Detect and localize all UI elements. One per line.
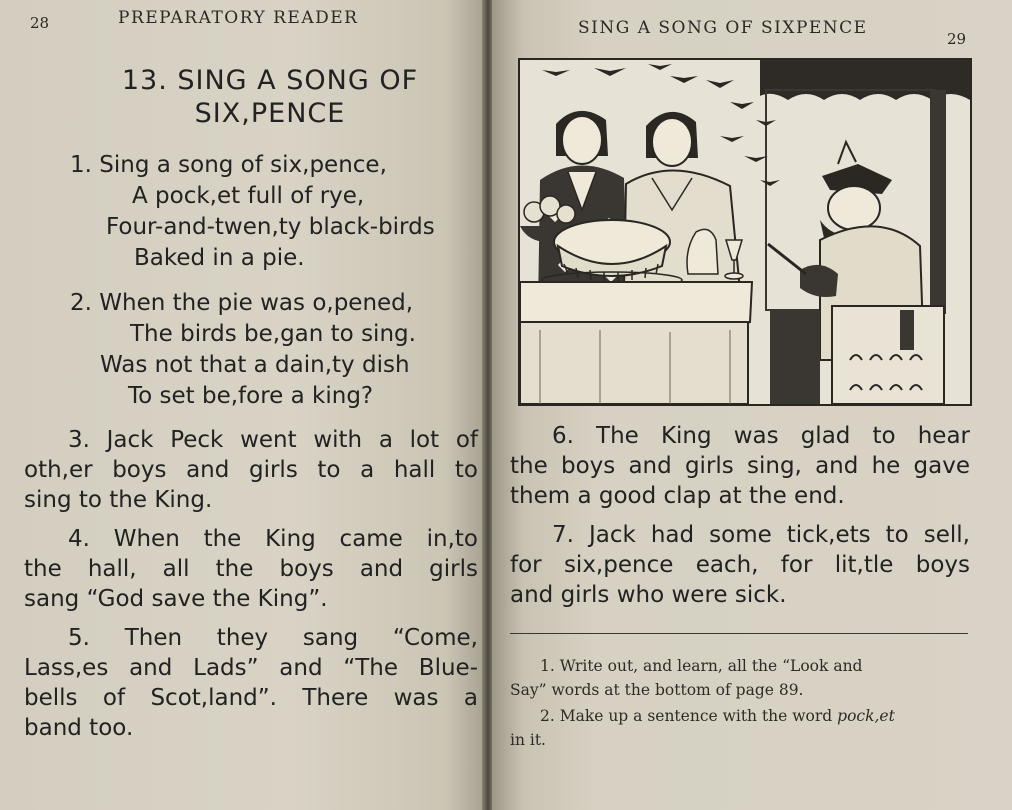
verse-line: Four-and-twen,ty black-birds bbox=[106, 214, 435, 240]
paragraph-line: 3. Jack Peck went with a lot of bbox=[68, 427, 478, 453]
right-page bbox=[492, 0, 1012, 810]
paragraph-line: sing to the King. bbox=[24, 487, 213, 513]
verse-2 bbox=[70, 288, 416, 412]
paragraph-4 bbox=[24, 524, 478, 614]
paragraph-line: oth,er boys and girls to a hall to bbox=[24, 457, 478, 483]
paragraph-line: the hall, all the boys and girls bbox=[24, 556, 478, 582]
paragraph-5 bbox=[24, 623, 478, 743]
illustration-drawing bbox=[520, 60, 970, 404]
verse-line: Baked in a pie. bbox=[134, 245, 305, 271]
paragraph-line: them a good clap at the end. bbox=[510, 483, 845, 509]
note-line bbox=[510, 704, 970, 728]
exercise-note-1 bbox=[510, 654, 970, 702]
verse-line: To set be,fore a king? bbox=[128, 383, 374, 409]
throne bbox=[832, 306, 944, 404]
paragraph-line: the boys and girls sing, and he gave bbox=[510, 453, 970, 479]
left-page bbox=[0, 0, 484, 810]
curtain-side bbox=[930, 90, 946, 314]
note-2-word: pock,et bbox=[837, 707, 895, 725]
running-head-right: SING A SONG OF SIXPENCE bbox=[578, 18, 868, 38]
lesson-title bbox=[60, 64, 480, 130]
lesson-title-line-2: SIX,PENCE bbox=[194, 98, 346, 129]
note-line: Say” words at the bottom of page 89. bbox=[510, 681, 804, 699]
paragraph-line: for six,pence each, for lit,tle boys bbox=[510, 552, 970, 578]
paragraph-line: bells of Scot,land”. There was a bbox=[24, 685, 478, 711]
paragraph-line: 5. Then they sang “Come, bbox=[68, 625, 478, 651]
paragraph-line: 6. The King was glad to hear bbox=[552, 423, 970, 449]
paragraph-6 bbox=[510, 421, 970, 511]
verse-line: 1. Sing a song of six,pence, bbox=[70, 152, 387, 178]
paragraph-line: 7. Jack had some tick,ets to sell, bbox=[552, 522, 970, 548]
illustration-king-feast bbox=[518, 58, 972, 406]
footnote-rule bbox=[510, 633, 968, 634]
paragraph-7 bbox=[510, 520, 970, 610]
page-number-left: 28 bbox=[30, 14, 50, 32]
verse-1 bbox=[70, 150, 435, 274]
paragraph-line: Lass,es and Lads” and “The Blue- bbox=[24, 655, 478, 681]
lesson-title-line-1: 13. SING A SONG OF bbox=[121, 65, 419, 96]
floor-shadow bbox=[770, 310, 820, 404]
paragraph-line: and girls who were sick. bbox=[510, 582, 787, 608]
paragraph-line: 4. When the King came in,to bbox=[68, 526, 478, 552]
verse-line: Was not that a dain,ty dish bbox=[100, 352, 410, 378]
verse-line: The birds be,gan to sing. bbox=[130, 321, 416, 347]
running-head-left: PREPARATORY READER bbox=[118, 8, 359, 28]
note-line: in it. bbox=[510, 731, 546, 749]
paragraph-3 bbox=[24, 425, 478, 515]
verse-line: 2. When the pie was o,pened, bbox=[70, 290, 414, 316]
page-number-right: 29 bbox=[947, 30, 967, 48]
table bbox=[520, 282, 752, 404]
note-2-text: 2. Make up a sentence with the word bbox=[540, 707, 838, 725]
paragraph-line: sang “God save the King”. bbox=[24, 586, 328, 612]
note-line: 1. Write out, and learn, all the “Look and bbox=[540, 657, 863, 675]
verse-line: A pock,et full of rye, bbox=[132, 183, 365, 209]
exercise-note-2 bbox=[510, 704, 970, 752]
paragraph-line: band too. bbox=[24, 715, 134, 741]
